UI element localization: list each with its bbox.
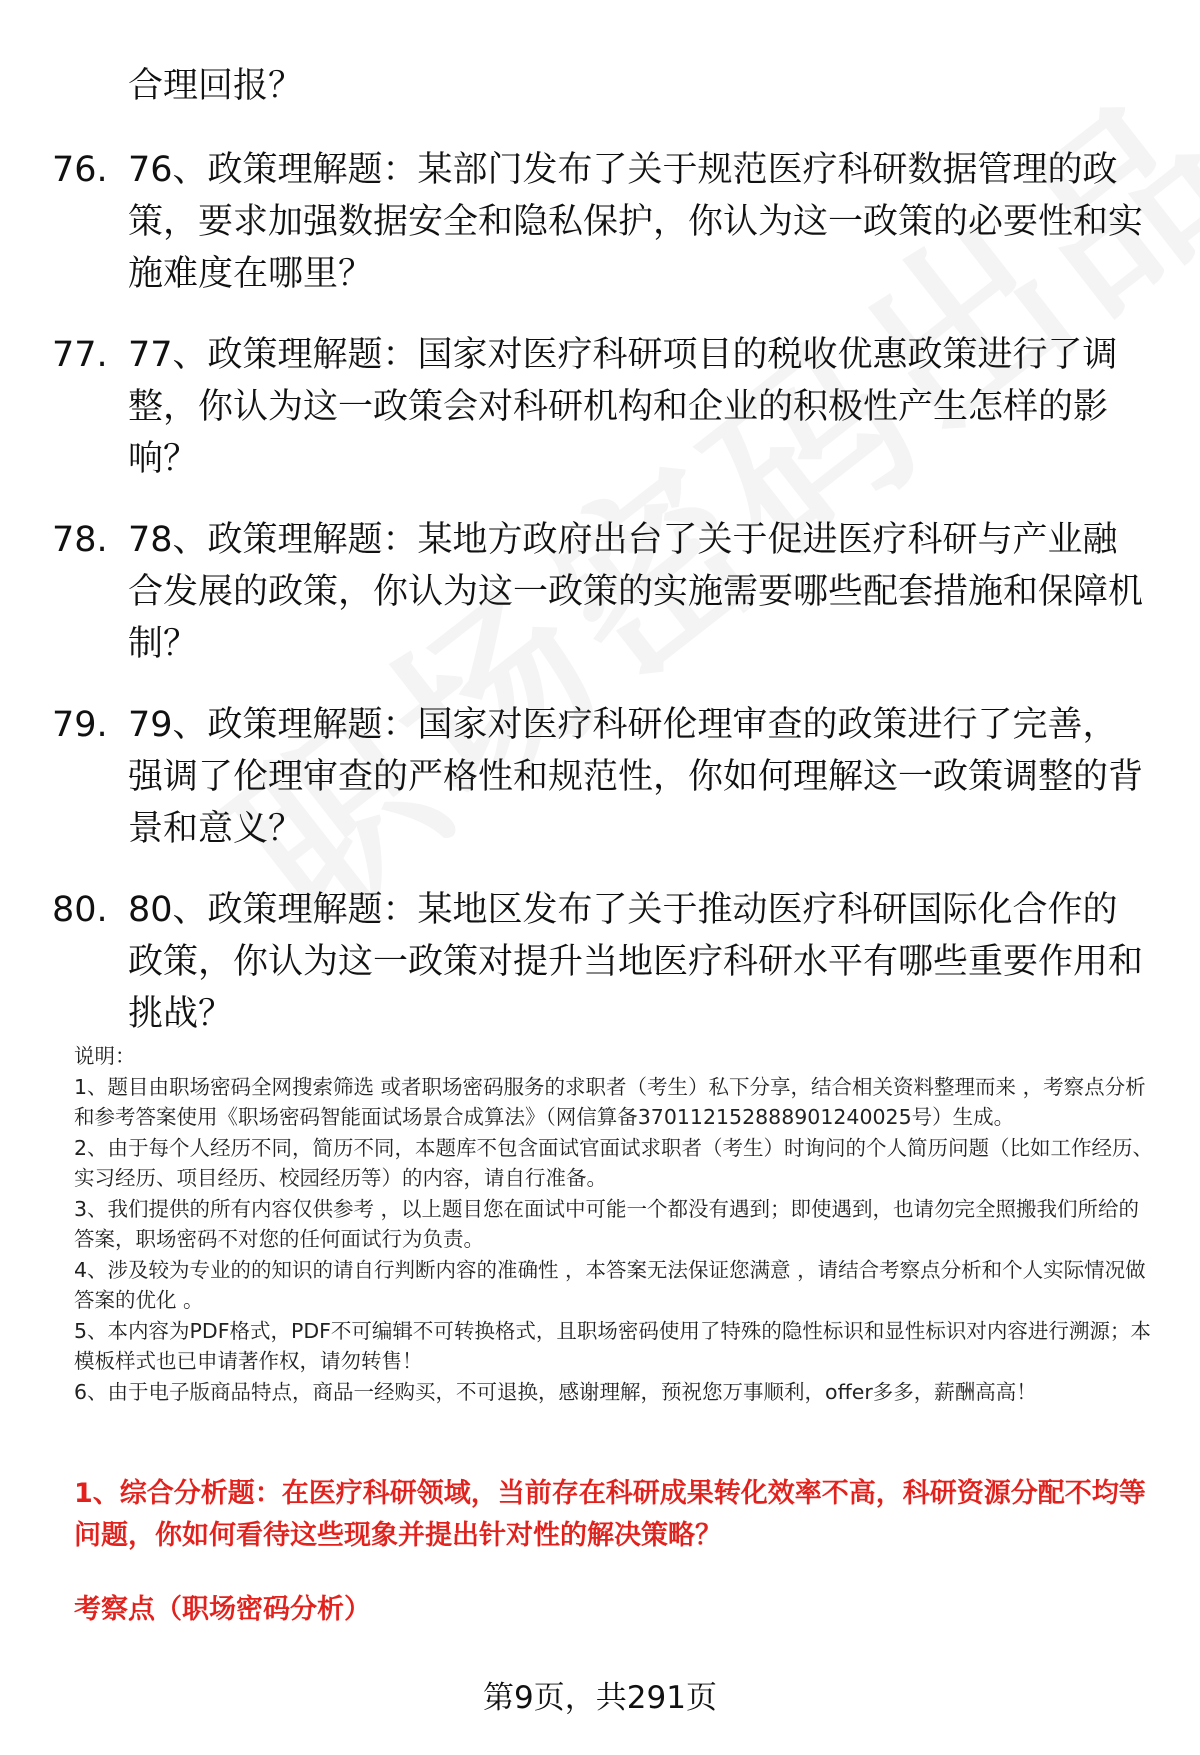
page-footer: 第9页，共291页 xyxy=(483,1680,717,1716)
note-item: 4、涉及较为专业的的知识的请自行判断内容的准确性 ，本答案无法保证您满意 ，请结合考察点分析和个人实际情况做答案的优化 。 xyxy=(74,1257,1146,1312)
question-item-78 xyxy=(0,514,1200,670)
question-item-76 xyxy=(0,144,1200,300)
question-item-77 xyxy=(0,329,1200,485)
note-item: 2、由于每个人经历不同，简历不同，本题库不包含面试官面试求职者（考生）时询问的个人简历问题（比如工作经历、实习经历、项目经历、校园经历等）的内容，请自行准备。 xyxy=(74,1135,1154,1190)
question-number: 78. xyxy=(52,520,108,560)
note-item: 1、题目由职场密码全网搜索筛选 或者职场密码服务的求职者（考生）私下分享，结合相关资料整理而来 ，考察点分析和参考答案使用《职场密码智能面试场景合成算法》（网信算备370112152888901240025号）生成。 xyxy=(74,1074,1146,1129)
question-number: 80. xyxy=(52,890,108,930)
question-item-80 xyxy=(0,884,1200,1040)
question-text: 79、政策理解题：国家对医疗科研伦理审查的政策进行了完善，强调了伦理审查的严格性和规范性，你如何理解这一政策调整的背景和意义？ xyxy=(128,705,1144,849)
question-number: 79. xyxy=(52,705,108,745)
note-item: 6、由于电子版商品特点，商品一经购买，不可退换，感谢理解，预祝您万事顺利，offer多多，薪酬高高！ xyxy=(74,1379,1037,1404)
question-number: 77. xyxy=(52,335,108,375)
notes-section xyxy=(74,1041,1154,1407)
question-text: 77、政策理解题：国家对医疗科研项目的税收优惠政策进行了调整，你认为这一政策会对科研机构和企业的积极性产生怎样的影响？ xyxy=(128,335,1118,479)
analysis-subheading: 考察点（职场密码分析） xyxy=(74,1594,371,1625)
note-item: 3、我们提供的所有内容仅供参考 ，以上题目您在面试中可能一个都没有遇到；即使遇到，也请勿完全照搬我们所给的答案，职场密码不对您的任何面试行为负责。 xyxy=(74,1196,1140,1251)
question-item-79 xyxy=(0,699,1200,855)
question-text: 76、政策理解题：某部门发布了关于规范医疗科研数据管理的政策，要求加强数据安全和隐私保护，你认为这一政策的必要性和实施难度在哪里？ xyxy=(128,150,1144,294)
analysis-question: 1、综合分析题：在医疗科研领域，当前存在科研成果转化效率不高，科研资源分配不均等问题，你如何看待这些现象并提出针对性的解决策略？ xyxy=(74,1478,1146,1551)
notes-title: 说明： xyxy=(74,1044,136,1068)
question-number: 76. xyxy=(52,150,108,190)
note-item: 5、本内容为PDF格式，PDF不可编辑不可转换格式，且职场密码使用了特殊的隐性标识和显性标识对内容进行溯源；本模板样式也已申请著作权，请勿转售！ xyxy=(74,1318,1151,1373)
question-text: 80、政策理解题：某地区发布了关于推动医疗科研国际化合作的政策，你认为这一政策对提升当地医疗科研水平有哪些重要作用和挑战？ xyxy=(128,890,1144,1034)
question-continuation: 合理回报？ xyxy=(128,66,304,106)
question-list xyxy=(0,144,1200,1069)
question-text: 78、政策理解题：某地方政府出台了关于促进医疗科研与产业融合发展的政策，你认为这一政策的实施需要哪些配套措施和保障机制？ xyxy=(128,520,1144,664)
